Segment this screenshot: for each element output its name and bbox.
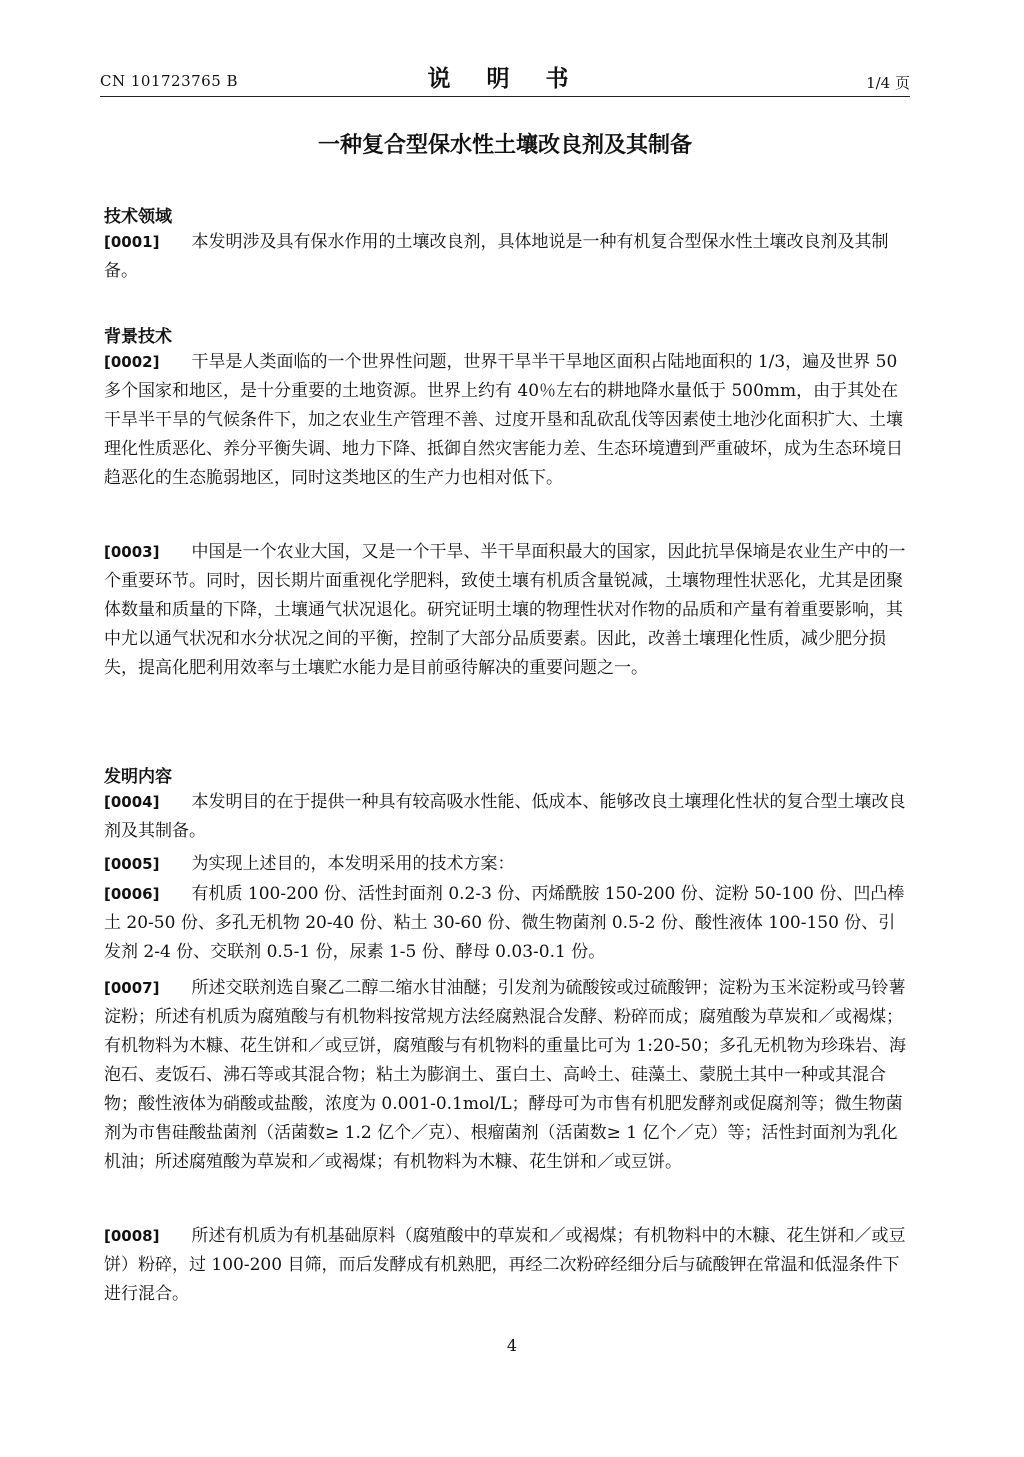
paragraph-number: [0006] — [104, 885, 160, 903]
paragraph-number: [0001] — [104, 233, 160, 251]
section-heading-tech-field: 技术领域 — [104, 207, 172, 227]
paragraph-0004 — [104, 788, 910, 846]
page-number: 4 — [506, 1336, 518, 1355]
page-indicator: 1/4 页 — [866, 74, 910, 92]
paragraph-number: [0003] — [104, 543, 160, 561]
paragraph-text: 所述有机质为有机基础原料（腐殖酸中的草炭和／或褐煤；有机物料中的木糠、花生饼和／或豆饼）粉碎，过 100-200 目筛，而后发酵成有机熟肥，再经二次粉碎经细分后与硫酸钾在常温和低湿条件下进行混合。 — [104, 1226, 906, 1304]
document-type: 说 明 书 — [427, 66, 583, 92]
paragraph-text: 本发明涉及具有保水作用的土壤改良剂，具体地说是一种有机复合型保水性土壤改良剂及其制备。 — [104, 232, 889, 281]
section-heading-background: 背景技术 — [104, 327, 172, 347]
paragraph-0003 — [104, 538, 910, 683]
paragraph-0008 — [104, 1222, 910, 1309]
paragraph-0007 — [104, 974, 910, 1177]
paragraph-text: 本发明目的在于提供一种具有较高吸水性能、低成本、能够改良土壤理化性状的复合型土壤改良剂及其制备。 — [104, 792, 906, 841]
paragraph-text: 中国是一个农业大国，又是一个干旱、半干旱面积最大的国家，因此抗旱保墒是农业生产中的一个重要环节。同时，因长期片面重视化学肥料，致使土壤有机质含量锐减，土壤物理性状恶化，尤其是团聚体数量和质量的下降，土壤通气状况退化。研究证明土壤的物理性状对作物的品质和产量有着重要影响，其中尤以通气状况和水分状况之间的平衡，控制了大部分品质要素。因此，改善土壤理化性质，减少肥分损失，提高化肥利用效率与土壤贮水能力是目前亟待解决的重要问题之一。 — [104, 542, 906, 678]
paragraph-number: [0007] — [104, 979, 160, 997]
paragraph-number: [0005] — [104, 855, 160, 873]
header-rule — [100, 96, 910, 97]
paragraph-0006 — [104, 880, 910, 967]
paragraph-text: 所述交联剂选自聚乙二醇二缩水甘油醚；引发剂为硫酸铵或过硫酸钾；淀粉为玉米淀粉或马铃薯淀粉；所述有机质为腐殖酸与有机物料按常规方法经腐熟混合发酵、粉碎而成；腐殖酸为草炭和／或褐煤；有机物料为木糠、花生饼和／或豆饼，腐殖酸与有机物料的重量比可为 1:20-50；多孔无机物为珍珠岩、海泡石、麦饭石、沸石等或其混合物；粘土为膨润土、蛋白土、高岭土、硅藻土、蒙脱土其中一种或其混合物；酸性液体为硝酸或盐酸，浓度为 0.001-0.1mol/L；酵母可为市售有机肥发酵剂或促腐剂等；微生物菌剂为市售硅酸盐菌剂（活菌数≥ 1.2 亿个／克）、根瘤菌剂（活菌数≥ 1 亿个／克）等；活性封面剂为乳化机油；所述腐殖酸为草炭和／或褐煤；有机物料为木糠、花生饼和／或豆饼。 — [104, 978, 906, 1172]
page-header — [100, 58, 910, 98]
patent-number: CN 101723765 B — [100, 72, 239, 90]
document-title: 一种复合型保水性土壤改良剂及其制备 — [317, 133, 692, 158]
paragraph-text: 为实现上述目的，本发明采用的技术方案： — [191, 854, 515, 874]
paragraph-number: [0004] — [104, 793, 160, 811]
paragraph-text: 有机质 100-200 份、活性封面剂 0.2-3 份、丙烯酰胺 150-200 份、淀粉 50-100 份、凹凸棒土 20-50 份、多孔无机物 20-40 份、粘土 30-60 份、微生物菌剂 0.5-2 份、酸性液体 100-150 份、引发剂 2-4 份、交联剂 0.5-1 份，尿素 1-5 份、酵母 0.03-0.1 份。 — [104, 884, 905, 962]
paragraph-number: [0008] — [104, 1227, 160, 1245]
paragraph-number: [0002] — [104, 353, 160, 371]
paragraph-0005 — [104, 850, 910, 879]
section-heading-invention: 发明内容 — [104, 767, 172, 787]
paragraph-text: 干旱是人类面临的一个世界性问题，世界干旱半干旱地区面积占陆地面积的 1/3，遍及世界 50 多个国家和地区，是十分重要的土地资源。世界上约有 40％左右的耕地降水量低于 500mm，由于其处在干旱半干旱的气候条件下，加之农业生产管理不善、过度开垦和乱砍乱伐等因素使土地沙化面积扩大、土壤理化性质恶化、养分平衡失调、地力下降、抵御自然灾害能力差、生态环境遭到严重破坏，成为生态环境日趋恶化的生态脆弱地区，同时这类地区的生产力也相对低下。 — [104, 352, 903, 488]
paragraph-0002 — [104, 348, 910, 493]
paragraph-0001 — [104, 228, 910, 286]
